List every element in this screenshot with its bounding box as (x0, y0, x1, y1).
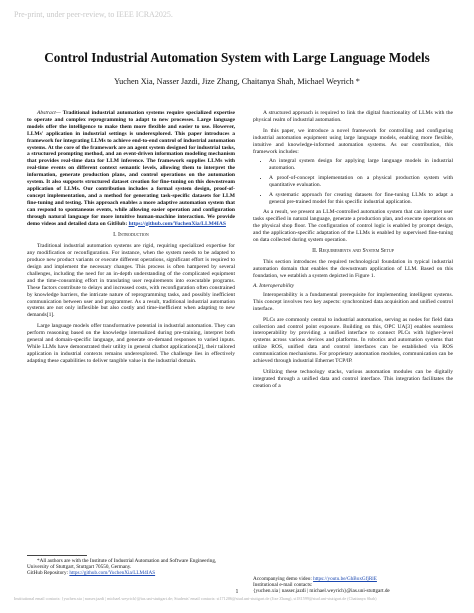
abstract (27, 110, 235, 227)
github-note-label: GitHub Repository: (27, 570, 70, 577)
email-contacts: {yuchen.xia | nasser.jazdi | michael.weyrich}@ias.uni-stuttgart.de (253, 588, 390, 595)
contact-note: Institutional email contacts: {yuchen.xia | nasser.jazdi | michael.weyrich}@ias.uni-stuttgart.de; Students' email contacts: st171206@stud.uni-stuttgart.de (Jize Zhang), st181599@stud.uni-stuttgart.de (Chaitanya Shah) (14, 596, 377, 601)
github-note (27, 570, 232, 576)
intro-paragraph-2: Large language models offer transformative potential in industrial automation. They can perform reasoning based on the knowledge internalized during pre-training, interpret both general and domain-specific language, and generate on-demand responses to varied inputs. While LLMs have demonstrated their utility in general chatbot applications[2], their tailored application in industrial contexts remains underexplored. The challenge lies in effectively adapting these capabilities to deliver tangible value in the industrial domain. (27, 323, 235, 364)
body-paragraph: Utilizing these technology stacks, various automation modules can be digitally integrated through a unified data and control interface. This integration facilitates the creation of a (253, 369, 453, 389)
github-repo-link[interactable]: https://github.com/YuchenXia/LLM4IAS (69, 570, 156, 577)
subsection-heading-interoperability: A. Interoperability (253, 283, 295, 290)
page-number: 1 (235, 589, 239, 595)
preprint-watermark: Pre-print, under peer-review, to IEEE ICRA2025. (14, 10, 173, 19)
section-heading-introduction: I. Introduction (113, 232, 149, 239)
demo-video-label: Accompanying demo video: (253, 576, 314, 582)
email-contacts-label: Institutional e-mail contacts: (253, 582, 313, 589)
list-item: • An integral system design for applying large language models in industrial automation. (269, 158, 453, 172)
right-column (253, 110, 453, 390)
list-item: • A proof-of-concept implementation on a physical production system with quantitative evaluation. (269, 175, 453, 189)
abstract-github-link[interactable]: https://github.com/YuchenXia/LLM4IAS (128, 220, 226, 227)
abstract-label: Abstract— (37, 110, 61, 116)
body-paragraph: PLCs are commonly central to industrial automation, serving as nodes for field data collection and control point exposure. Building on this, OPC UA[3] enables seamless interoperability by providing a unified interface to connect PLCs with higher-level systems across various devices and platforms. In robotics and automation systems that utilize ROS, unified data and control interfaces can be established via ROS communication mechanisms. For proprietary automation modules, communication can be achieved through industrial Ethernet TCP/IP. (253, 316, 453, 365)
abstract-text: Traditional industrial automation systems require specialized expertise to operate and complex reprogramming to adapt to new processes. Large language models offer the intelligence to make them more flexible and easier to use. However, LLMs' application in industrial settings is underexplored. This paper introduces a framework for integrating LLMs to achieve end-to-end control of industrial automation systems. At the core of the framework are an agent system designed for industrial tasks, a structured prompting method, and an event-driven information modeling mechanism that provides real-time data for LLM inference. The framework supplies LLMs with real-time events on different context semantic levels, allowing them to interpret the information, generate production plans, and control operations on the automation system. It also supports structured dataset creation for fine-tuning on this downstream application of LLMs. Our contribution includes a formal system design, proof-of-concept implementation, and a method for generating task-specific datasets for LLM fine-tuning and testing. This approach enables a more adaptive automation system that can respond to spontaneous events, while allowing easier operation and configuration through natural language for more intuitive human-machine interaction. We provide demo videos and detailed data on GitHub: (27, 110, 235, 227)
footnote-rule (27, 555, 87, 556)
affiliation-note: *All authors are with the Institute of Industrial Automation and Software Engineering, University of Stuttgart, Stuttgart 70550, Germany. (27, 558, 217, 571)
intro-paragraph-1: Traditional industrial automation systems are rigid, requiring specialized expertise for any modification or reconfiguration. For instance, when the system needs to be adapted to produce new product variants or execute different operations, significant effort is required to design and implement the necessary changes. This process is often hampered by several challenges, including the need for an in-depth understanding of the complicated equipment and the time-consuming effort in translating user requirements into executable programs. These factors contribute to delays and increased costs, with reconfiguration often constrained by knowledge barriers, the intricate nature of reprogramming tasks, and possibly inefficient communication between user and programmer. As a result, traditional industrial automation systems are not only inflexible but also costly and time-inefficient when adapting to new demands[1]. (27, 243, 235, 319)
list-item: • A systematic approach for creating datasets for fine-tuning LLMs to adapt a general pre-trained model for this specific industrial application. (269, 192, 453, 206)
left-column (27, 110, 235, 365)
demo-video-link[interactable]: https://youtu.be/GhBoxGfjRlE (313, 576, 377, 582)
section-heading-requirements: II. Requirements and System Setup (312, 248, 394, 255)
body-paragraph: As a result, we present an LLM-controlled automation system that can interpret user tasks specified in natural language, generate a production plan, and execute operations on the physical shop floor. The configuration of control logic is enabled by prompt design, and the application-specific adaptation of the LLMs is enabled by supervised fine-tuning on data collected during system operation. (253, 208, 453, 243)
body-paragraph: Interoperability is a fundamental prerequisite for implementing intelligent systems. This concept involves two key aspects: synchronized data acquisition and unified control interface. (253, 291, 453, 312)
body-paragraph: This section introduces the required technological foundation in typical industrial automation domain that enables the downstream application of LLM. Based on this foundation, we establish a system depicted in Figure 1. (253, 259, 453, 280)
body-paragraph: In this paper, we introduce a novel framework for controlling and configuring industrial automation equipment using large language models, enabling more flexible, intuitive and knowledge-informed automation systems. As our contribution, this framework includes: (253, 127, 453, 155)
footnote-left (27, 558, 232, 577)
body-paragraph: A structured approach is required to link the digital functionality of LLMs with the physical realm of industrial automation. (253, 110, 453, 123)
author-list: Yuchen Xia, Nasser Jazdi, Jize Zhang, Chaitanya Shah, Michael Weyrich * (114, 77, 360, 86)
paper-title: Control Industrial Automation System with Large Language Models (44, 50, 430, 65)
contribution-list (253, 158, 453, 205)
